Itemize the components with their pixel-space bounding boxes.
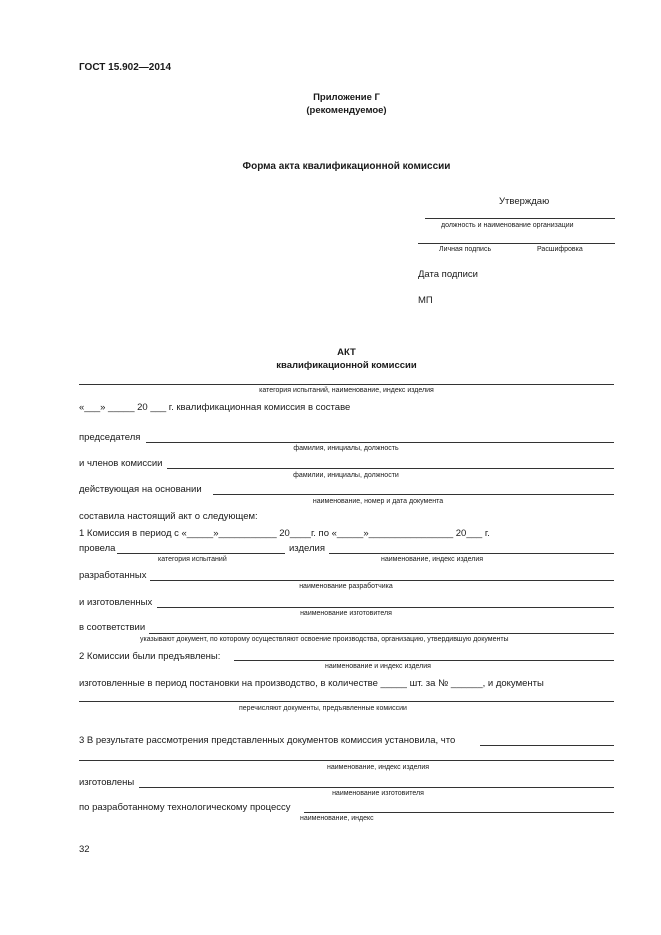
process-line <box>304 812 614 813</box>
item2-line <box>234 660 614 661</box>
item2-caption: наименование и индекс изделия <box>325 663 431 670</box>
item1-product: изделия <box>289 543 325 554</box>
test-category-caption: категория испытаний <box>158 556 227 563</box>
process-label: по разработанному технологическому процессу <box>79 802 291 813</box>
item1-conducted: провела <box>79 543 116 554</box>
product-caption: наименование, индекс изделия <box>381 556 484 563</box>
compiled-text: составила настоящий акт о следующем: <box>79 511 258 522</box>
accordance-line <box>149 633 614 634</box>
members-label: и членов комиссии <box>79 458 163 469</box>
basis-line <box>213 494 614 495</box>
category-caption: категория испытаний, наименование, индекс изделия <box>259 387 434 394</box>
seal-label: МП <box>418 295 433 306</box>
date-line: «___» _____ 20 ___ г. квалификационная комиссия в составе <box>79 402 351 413</box>
act-subtitle: квалификационной комиссии <box>276 360 417 371</box>
date-label: Дата подписи <box>418 269 478 280</box>
position-caption: должность и наименование организации <box>441 222 574 229</box>
test-category-line <box>117 553 285 554</box>
decoding-caption: Расшифровка <box>537 246 583 253</box>
chairman-line <box>146 442 614 443</box>
members-caption: фамилии, инициалы, должности <box>293 472 399 479</box>
product-line <box>329 553 614 554</box>
form-title: Форма акта квалификационной комиссии <box>242 161 451 172</box>
item3-label: 3 В результате рассмотрения представленных документов комиссия установила, что <box>79 735 456 746</box>
basis-caption: наименование, номер и дата документа <box>312 498 444 505</box>
appendix-subtitle: (рекомендуемое) <box>306 105 387 116</box>
approve-label: Утверждаю <box>499 196 550 207</box>
item3-caption: наименование, индекс изделия <box>326 764 430 771</box>
chairman-caption: фамилия, инициалы, должность <box>293 445 399 452</box>
manufactured-label: и изготовленных <box>79 597 153 608</box>
accordance-label: в соответствии <box>79 622 146 633</box>
chairman-label: председателя <box>79 432 141 443</box>
documents-line <box>79 701 614 702</box>
developer-line <box>150 580 614 581</box>
item2-manufactured: изготовленные в период постановки на производство, в количестве _____ шт. за № ______, и документы <box>79 678 544 689</box>
signature-caption: Личная подпись <box>439 246 492 253</box>
act-title: АКТ <box>337 347 356 358</box>
developer-caption: наименование разработчика <box>299 583 393 590</box>
made-line <box>139 787 614 788</box>
documents-caption: перечисляют документы, предъявленные комиссии <box>239 705 407 712</box>
signature-line <box>418 243 615 244</box>
standard-header: ГОСТ 15.902—2014 <box>79 62 172 73</box>
item3-line-a <box>480 745 614 746</box>
item2-label: 2 Комиссии были предъявлены: <box>79 651 221 662</box>
category-line <box>79 384 614 385</box>
position-line <box>425 218 615 219</box>
basis-label: действующая на основании <box>79 484 202 495</box>
made-label: изготовлены <box>79 777 135 788</box>
item1-period: 1 Комиссия в период с «_____»___________ 20____г. по «_____»________________ 20___ г. <box>79 528 490 539</box>
process-caption: наименование, индекс <box>300 815 374 822</box>
appendix-title: Приложение Г <box>313 92 380 103</box>
made-caption: наименование изготовителя <box>332 790 424 797</box>
developed-label: разработанных <box>79 570 147 581</box>
members-line <box>167 468 614 469</box>
manufacturer-line <box>157 607 614 608</box>
item3-line-b <box>79 760 614 761</box>
manufacturer-caption: наименование изготовителя <box>300 610 392 617</box>
page-number: 32 <box>79 844 90 855</box>
accordance-caption: указывают документ, по которому осуществляют освоение производства, организацию, утвердившую документы <box>140 636 509 643</box>
